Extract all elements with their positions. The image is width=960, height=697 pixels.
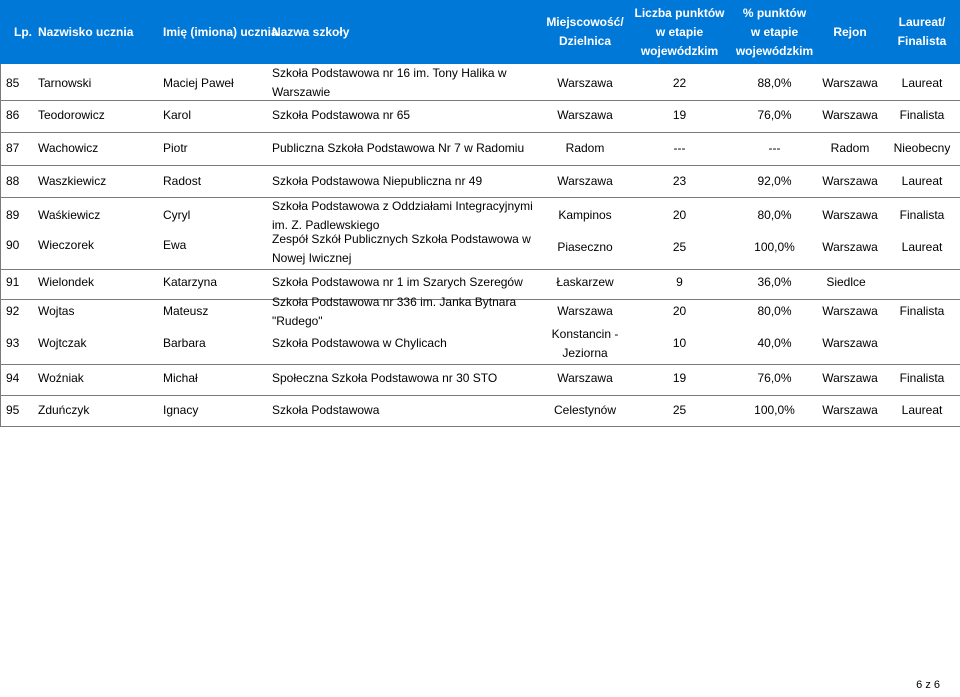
cell-miejscowosc: Warszawa [557,108,613,122]
cell-rejon: Warszawa [822,76,878,90]
cell-procent: 88,0% [757,76,792,90]
cell-miejscowosc: Warszawa [557,76,613,90]
cell-nazwisko: Zduńczyk [38,403,90,417]
cell-imie: Ignacy [163,403,199,417]
table-row [0,64,960,101]
cell-rejon: Radom [830,141,870,155]
cell-imie: Mateusz [163,304,209,318]
cell-punkty: 25 [672,403,687,417]
cell-procent: 76,0% [757,371,792,385]
cell-miejscowosc: Łaskarzew [556,275,614,289]
cell-rejon: Siedlce [826,275,866,289]
cell-lp: 91 [6,275,20,289]
cell-rejon: Warszawa [822,371,878,385]
cell-imie: Barbara [163,336,206,350]
cell-szkola: Szkoła Podstawowa nr 1 im Szarych Szeregów [272,275,523,289]
cell-punkty: --- [673,141,686,155]
cell-wynik: Laureat [901,240,943,254]
cell-rejon: Warszawa [822,403,878,417]
cell-procent: 76,0% [757,108,792,122]
cell-wynik: Nieobecny [893,141,951,155]
cell-procent: 36,0% [757,275,792,289]
cell-punkty: 22 [672,76,687,90]
cell-imie: Maciej Paweł [163,76,234,90]
cell-rejon: Warszawa [822,304,878,318]
cell-procent: 92,0% [757,174,792,188]
table-row [0,395,960,427]
cell-nazwisko: Wielondek [38,275,95,289]
cell-procent: 40,0% [757,336,792,350]
cell-miejscowosc: Kampinos [558,208,612,222]
cell-miejscowosc: Radom [565,141,605,155]
cell-rejon: Warszawa [822,240,878,254]
cell-lp: 93 [6,336,20,350]
table-header [0,0,960,64]
cell-miejscowosc: Warszawa [557,371,613,385]
cell-szkola: Szkoła Podstawowa nr 336 im. Janka Bytnara "Rudego" [272,295,517,328]
cell-wynik: Finalista [899,208,945,222]
cell-szkola: Szkoła Podstawowa nr 16 im. Tony Halika w Warszawie [272,66,507,99]
cell-wynik: Finalista [899,304,945,318]
cell-procent: 80,0% [757,208,792,222]
cell-nazwisko: Wieczorek [38,238,95,252]
cell-miejscowosc: Warszawa [557,174,613,188]
page-number: 6 z 6 [916,679,940,691]
cell-szkola: Zespół Szkół Publicznych Szkoła Podstawowa w Nowej Iwicznej [272,232,531,265]
cell-procent: 100,0% [754,240,795,254]
cell-lp: 88 [6,174,20,188]
cell-lp: 85 [6,76,20,90]
table-row-group [0,197,960,270]
cell-lp: 92 [6,304,20,318]
cell-wynik: Finalista [899,371,945,385]
cell-rejon: Warszawa [822,174,878,188]
cell-szkola: Społeczna Szkoła Podstawowa nr 30 STO [272,371,498,385]
cell-procent: --- [768,141,781,155]
cell-punkty: 25 [672,240,687,254]
cell-nazwisko: Wojtas [38,304,75,318]
cell-szkola: Publiczna Szkoła Podstawowa Nr 7 w Radomiu [272,141,525,155]
cell-procent: 100,0% [754,403,795,417]
header-lp: Lp. [14,24,32,39]
cell-wynik: Finalista [899,108,945,122]
header-miejscowosc: Miejscowość/ Dzielnica [546,15,624,48]
cell-miejscowosc: Konstancin - Jeziorna [551,327,619,360]
cell-punkty: 10 [672,336,687,350]
table-row-group [0,295,960,365]
cell-lp: 95 [6,403,20,417]
cell-nazwisko: Teodorowicz [38,108,105,122]
header-procent: % punktów w etapie wojewódzkim [735,5,814,58]
header-punkty: Liczba punktów w etapie wojewódzkim [634,5,725,58]
cell-szkola: Szkoła Podstawowa nr 65 [272,108,411,122]
cell-punkty: 9 [676,275,683,289]
cell-nazwisko: Wachowicz [38,141,99,155]
cell-wynik: Laureat [901,76,943,90]
cell-nazwisko: Wojtczak [38,336,87,350]
cell-imie: Katarzyna [163,275,218,289]
cell-rejon: Warszawa [822,208,878,222]
cell-szkola: Szkoła Podstawowa [272,403,380,417]
table-row [0,165,960,198]
cell-imie: Piotr [163,141,188,155]
cell-imie: Cyryl [163,208,191,222]
cell-miejscowosc: Celestynów [553,403,617,417]
cell-lp: 87 [6,141,20,155]
table-row [0,100,960,133]
cell-szkola: Szkoła Podstawowa Niepubliczna nr 49 [272,174,483,188]
header-nazwisko: Nazwisko ucznia [38,24,134,39]
cell-wynik: Laureat [901,403,943,417]
cell-rejon: Warszawa [822,108,878,122]
cell-nazwisko: Waszkiewicz [38,174,107,188]
cell-imie: Karol [163,108,192,122]
cell-szkola: Szkoła Podstawowa w Chylicach [272,336,447,350]
cell-punkty: 23 [672,174,687,188]
cell-imie: Ewa [163,238,187,252]
table-row [0,132,960,166]
cell-rejon: Warszawa [822,336,878,350]
cell-miejscowosc: Warszawa [557,304,613,318]
cell-lp: 94 [6,371,20,385]
cell-punkty: 20 [672,304,687,318]
header-rejon: Rejon [833,24,867,39]
cell-punkty: 19 [672,371,687,385]
cell-punkty: 19 [672,108,687,122]
cell-punkty: 20 [672,208,687,222]
header-wynik: Laureat/ Finalista [897,15,947,48]
cell-szkola: Szkoła Podstawowa z Oddziałami Integracyjnymi im. Z. Padlewskiego [272,199,533,232]
table-row [0,364,960,396]
cell-nazwisko: Tarnowski [38,76,92,90]
cell-procent: 80,0% [757,304,792,318]
header-imie: Imię (imiona) ucznia [163,24,278,39]
cell-lp: 86 [6,108,20,122]
cell-lp: 90 [6,238,20,252]
header-szkola: Nazwa szkoły [272,24,350,39]
cell-miejscowosc: Piaseczno [557,240,613,254]
cell-imie: Michał [163,371,198,385]
cell-nazwisko: Waśkiewicz [38,208,101,222]
cell-nazwisko: Woźniak [38,371,84,385]
cell-lp: 89 [6,208,20,222]
cell-wynik: Laureat [901,174,943,188]
cell-imie: Radost [163,174,202,188]
